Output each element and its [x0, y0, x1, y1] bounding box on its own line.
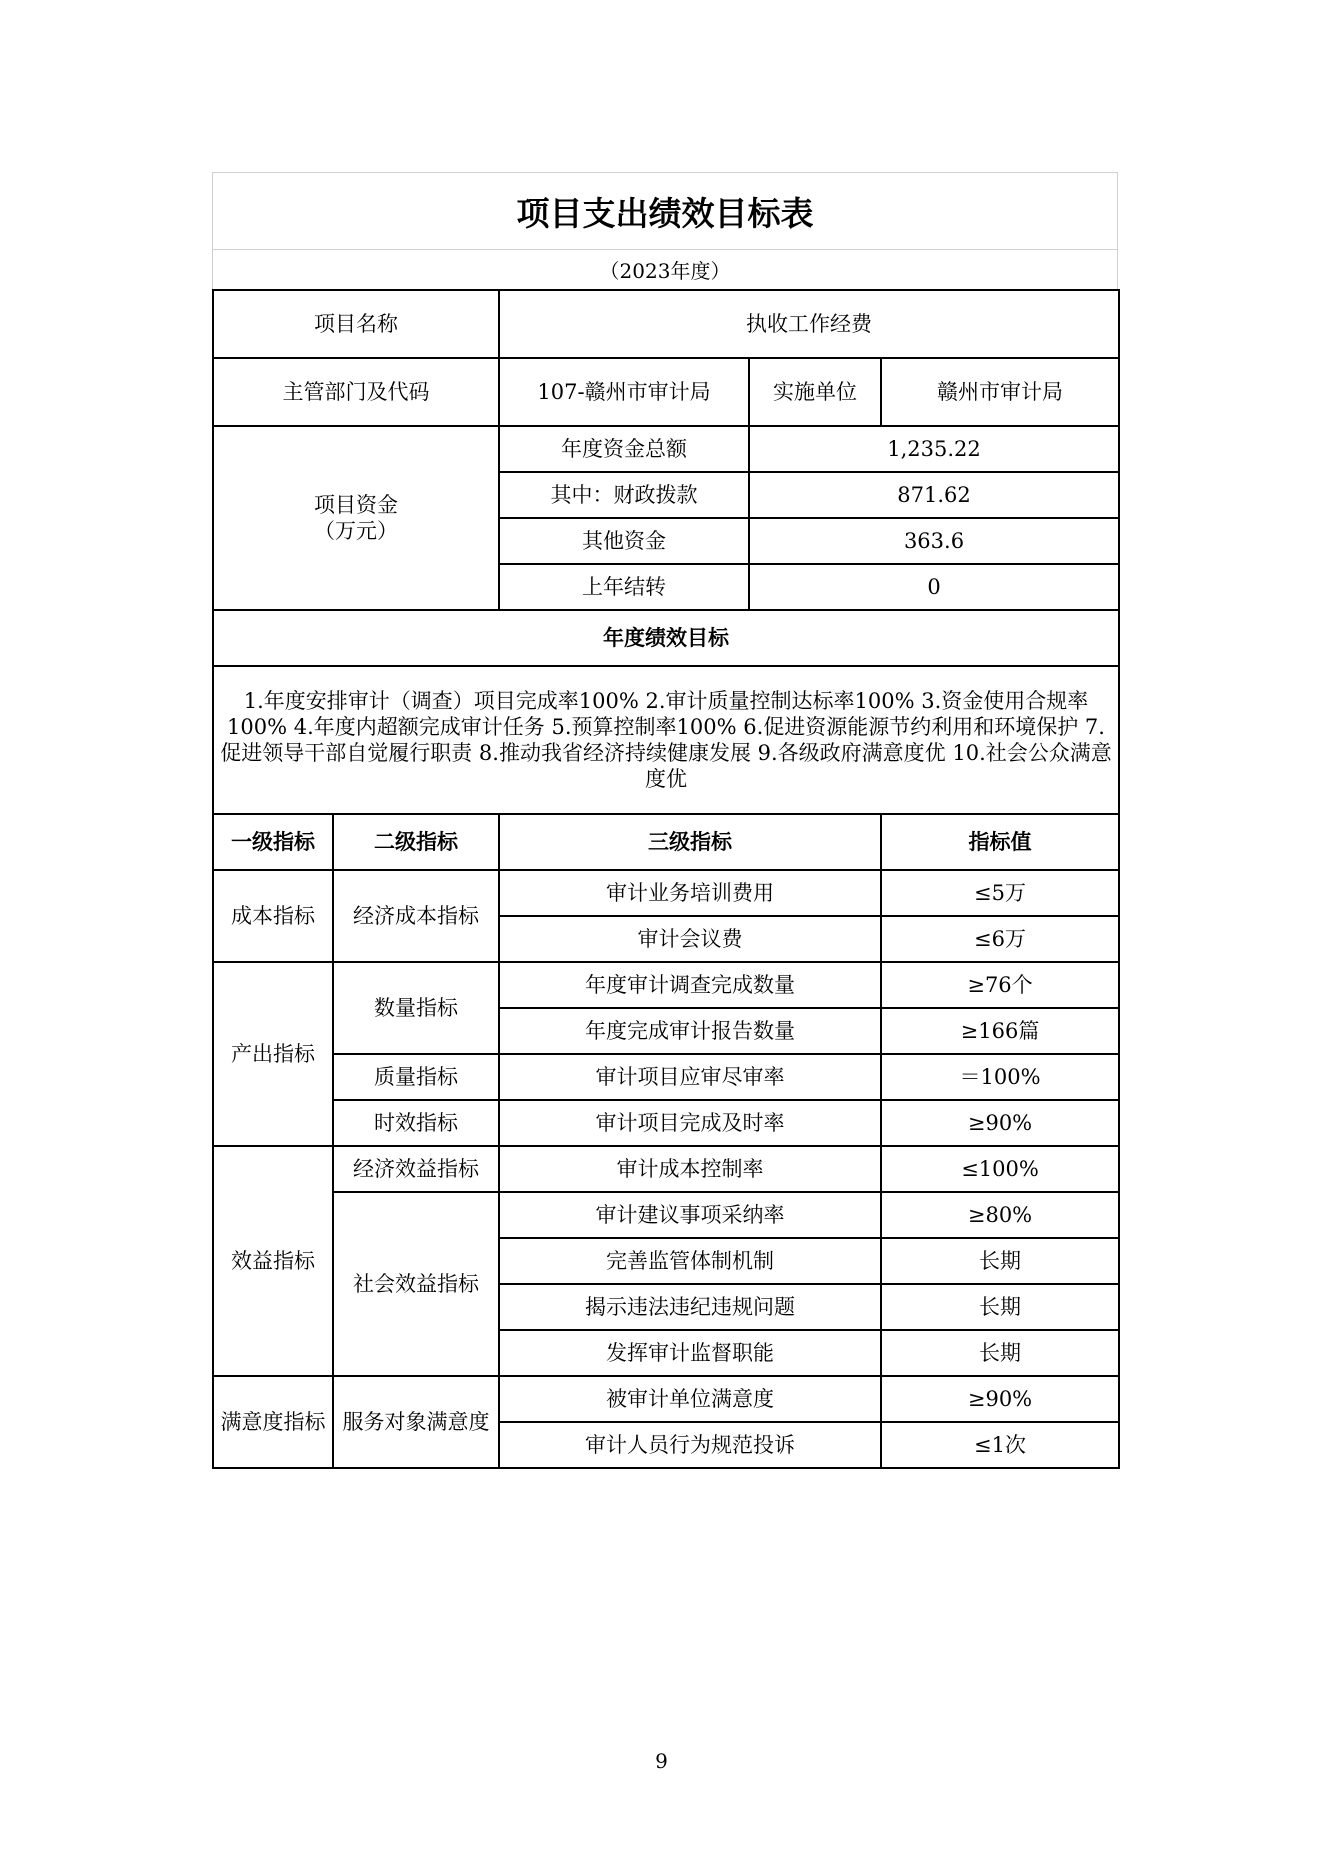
indicator-row — [213, 870, 1119, 916]
level2-economic-benefit: 经济效益指标 — [333, 1146, 499, 1192]
level3-name: 审计成本控制率 — [499, 1146, 881, 1192]
level2-social-benefit: 社会效益指标 — [333, 1192, 499, 1376]
level3-name: 审计项目应审尽审率 — [499, 1054, 881, 1100]
funds-item-value: 871.62 — [749, 472, 1119, 518]
level3-name: 年度审计调查完成数量 — [499, 962, 881, 1008]
header-level1: 一级指标 — [213, 814, 333, 870]
indicator-value: ≥90% — [881, 1376, 1119, 1422]
header-level3: 三级指标 — [499, 814, 881, 870]
indicator-row — [213, 962, 1119, 1008]
funds-label-line2: （万元） — [314, 519, 398, 543]
level2-service-satisfaction: 服务对象满意度 — [333, 1376, 499, 1468]
project-name-value: 执收工作经费 — [499, 290, 1119, 358]
funds-label — [213, 426, 499, 610]
indicator-header-row — [213, 814, 1119, 870]
department-row — [213, 358, 1119, 426]
indicator-value: ≤1次 — [881, 1422, 1119, 1468]
indicator-value: ≥76个 — [881, 962, 1119, 1008]
level3-name: 审计项目完成及时率 — [499, 1100, 881, 1146]
department-value: 107-赣州市审计局 — [499, 358, 749, 426]
level1-cost: 成本指标 — [213, 870, 333, 962]
project-name-row — [213, 290, 1119, 358]
funds-item-value: 1,235.22 — [749, 426, 1119, 472]
table-title: 项目支出绩效目标表 — [212, 172, 1118, 249]
indicator-row — [213, 1100, 1119, 1146]
indicator-value: 长期 — [881, 1330, 1119, 1376]
funds-item-value: 363.6 — [749, 518, 1119, 564]
funds-item-value: 0 — [749, 564, 1119, 610]
indicator-value: ≤6万 — [881, 916, 1119, 962]
table-year: （2023年度） — [212, 249, 1118, 289]
level2-economic-cost: 经济成本指标 — [333, 870, 499, 962]
indicator-row — [213, 1376, 1119, 1422]
annual-goal-text: 1.年度安排审计（调查）项目完成率100% 2.审计质量控制达标率100% 3.资金使用合规率100% 4.年度内超额完成审计任务 5.预算控制率100% 6.促进资源能源节约利用和环境保护 7.促进领导干部自觉履行职责 8.推动我省经济持续健康发展 9.各级政府满意度优 10.社会公众满意度优 — [213, 666, 1119, 814]
funds-item-label: 年度资金总额 — [499, 426, 749, 472]
level1-output: 产出指标 — [213, 962, 333, 1146]
level1-benefit: 效益指标 — [213, 1146, 333, 1376]
annual-goal-text-row — [213, 666, 1119, 814]
level3-name: 被审计单位满意度 — [499, 1376, 881, 1422]
header-value: 指标值 — [881, 814, 1119, 870]
annual-goal-heading: 年度绩效目标 — [213, 610, 1119, 666]
level2-quality: 质量指标 — [333, 1054, 499, 1100]
indicator-row — [213, 1146, 1119, 1192]
indicator-row — [213, 1054, 1119, 1100]
project-name-label: 项目名称 — [213, 290, 499, 358]
indicator-value: ≥80% — [881, 1192, 1119, 1238]
indicator-row — [213, 1192, 1119, 1238]
level1-satisfaction: 满意度指标 — [213, 1376, 333, 1468]
level3-name: 揭示违法违纪违规问题 — [499, 1284, 881, 1330]
indicator-value: ≥166篇 — [881, 1008, 1119, 1054]
implementing-unit-label: 实施单位 — [749, 358, 881, 426]
level2-timeliness: 时效指标 — [333, 1100, 499, 1146]
indicator-value: ≤100% — [881, 1146, 1119, 1192]
department-label: 主管部门及代码 — [213, 358, 499, 426]
level2-quantity: 数量指标 — [333, 962, 499, 1054]
level3-name: 完善监管体制机制 — [499, 1238, 881, 1284]
indicator-value: ≥90% — [881, 1100, 1119, 1146]
implementing-unit-value: 赣州市审计局 — [881, 358, 1119, 426]
funds-item-label: 其中：财政拨款 — [499, 472, 749, 518]
level3-name: 审计建议事项采纳率 — [499, 1192, 881, 1238]
level3-name: 审计会议费 — [499, 916, 881, 962]
funds-item-label: 其他资金 — [499, 518, 749, 564]
indicator-value: 长期 — [881, 1284, 1119, 1330]
level3-name: 审计业务培训费用 — [499, 870, 881, 916]
indicator-value: ＝100% — [881, 1054, 1119, 1100]
header-level2: 二级指标 — [333, 814, 499, 870]
indicator-value: 长期 — [881, 1238, 1119, 1284]
funds-label-line1: 项目资金 — [314, 492, 398, 517]
performance-target-table — [212, 289, 1120, 1469]
funds-item-label: 上年结转 — [499, 564, 749, 610]
annual-goal-heading-row — [213, 610, 1119, 666]
level3-name: 发挥审计监督职能 — [499, 1330, 881, 1376]
level3-name: 年度完成审计报告数量 — [499, 1008, 881, 1054]
level3-name: 审计人员行为规范投诉 — [499, 1422, 881, 1468]
funds-row — [213, 426, 1119, 472]
indicator-value: ≤5万 — [881, 870, 1119, 916]
page-number: 9 — [655, 1749, 668, 1773]
